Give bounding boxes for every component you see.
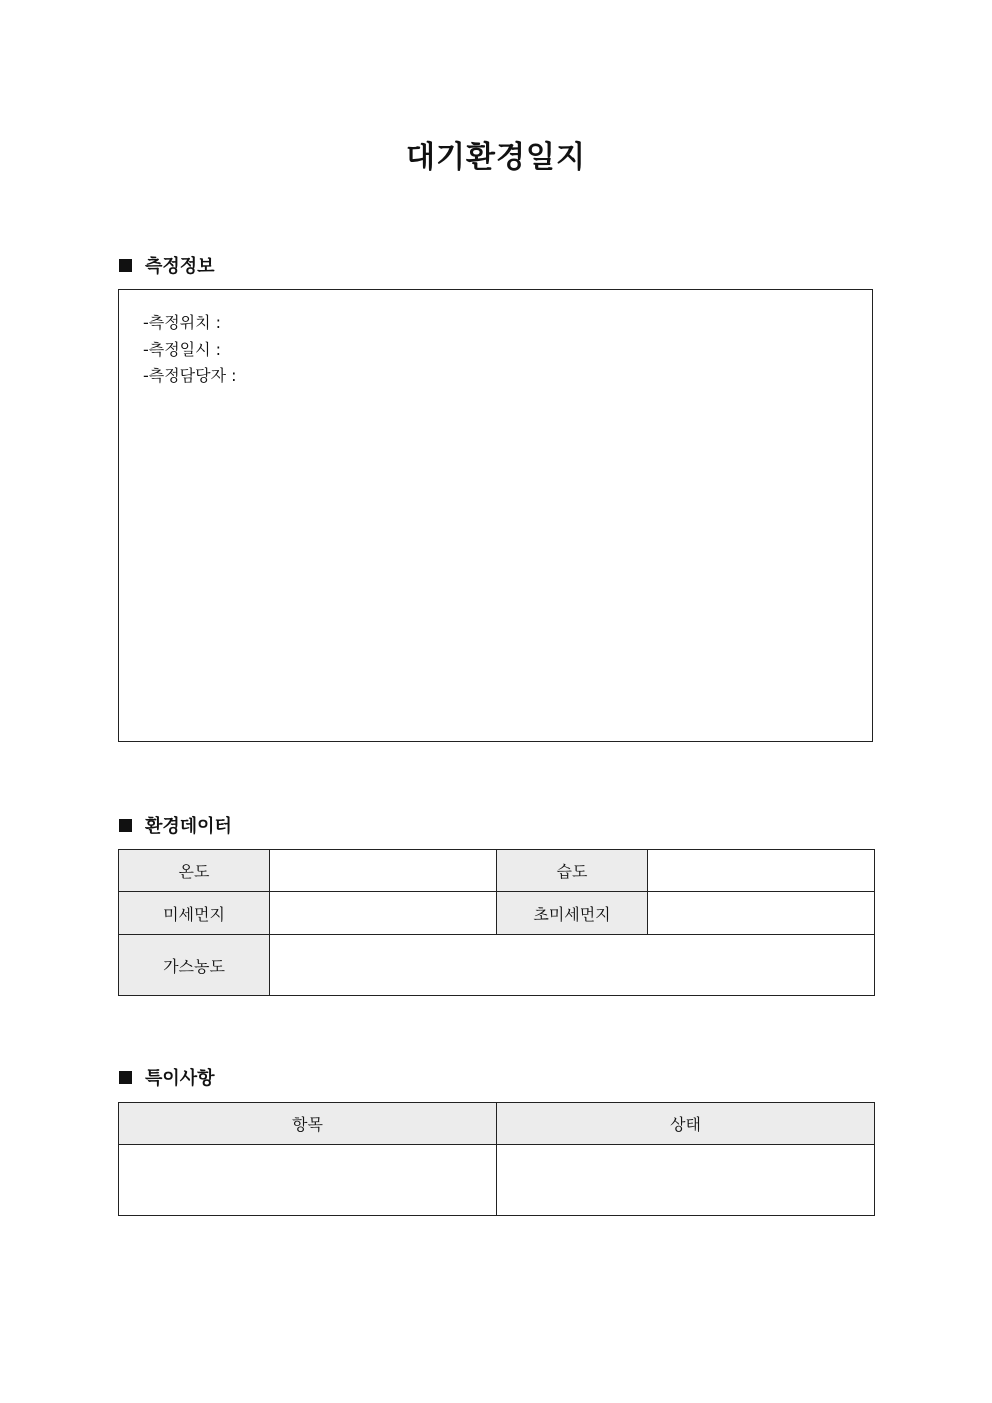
square-bullet-icon: [119, 259, 132, 272]
section-heading-label: 측정정보: [145, 256, 215, 277]
section-heading-label: 특이사항: [145, 1068, 215, 1089]
measurement-person-line: -측정담당자 :: [143, 366, 237, 385]
remark-status-cell[interactable]: [497, 1145, 875, 1216]
section-heading-measurement-info: [119, 253, 215, 277]
remark-item-cell[interactable]: [119, 1145, 497, 1216]
section-heading-environment-data: [119, 813, 232, 837]
table-row: [119, 892, 875, 935]
ultrafine-dust-value-cell[interactable]: [648, 892, 875, 935]
column-header-status: 상태: [497, 1103, 875, 1145]
table-row: [119, 935, 875, 996]
square-bullet-icon: [119, 819, 132, 832]
gas-concentration-label: 가스농도: [119, 935, 270, 996]
remarks-table: [118, 1102, 875, 1216]
temperature-label: 온도: [119, 850, 270, 892]
fine-dust-value-cell[interactable]: [270, 892, 497, 935]
humidity-label: 습도: [497, 850, 648, 892]
measurement-datetime-line: -측정일시 :: [143, 339, 222, 359]
gas-concentration-value-cell[interactable]: [270, 935, 875, 996]
table-row: [119, 1145, 875, 1216]
environment-data-table: [118, 849, 875, 996]
humidity-value-cell[interactable]: [648, 850, 875, 892]
document-title: 대기환경일지: [406, 140, 586, 175]
measurement-location-line: -측정위치 :: [143, 313, 222, 332]
column-header-item: 항목: [119, 1103, 497, 1145]
square-bullet-icon: [119, 1071, 132, 1084]
temperature-value-cell[interactable]: [270, 850, 497, 892]
fine-dust-label: 미세먼지: [119, 892, 270, 935]
table-header-row: [119, 1103, 875, 1145]
section-heading-remarks: [119, 1065, 215, 1089]
ultrafine-dust-label: 초미세먼지: [497, 892, 648, 935]
measurement-info-box: [118, 289, 873, 742]
table-row: [119, 850, 875, 892]
section-heading-label: 환경데이터: [145, 816, 232, 837]
